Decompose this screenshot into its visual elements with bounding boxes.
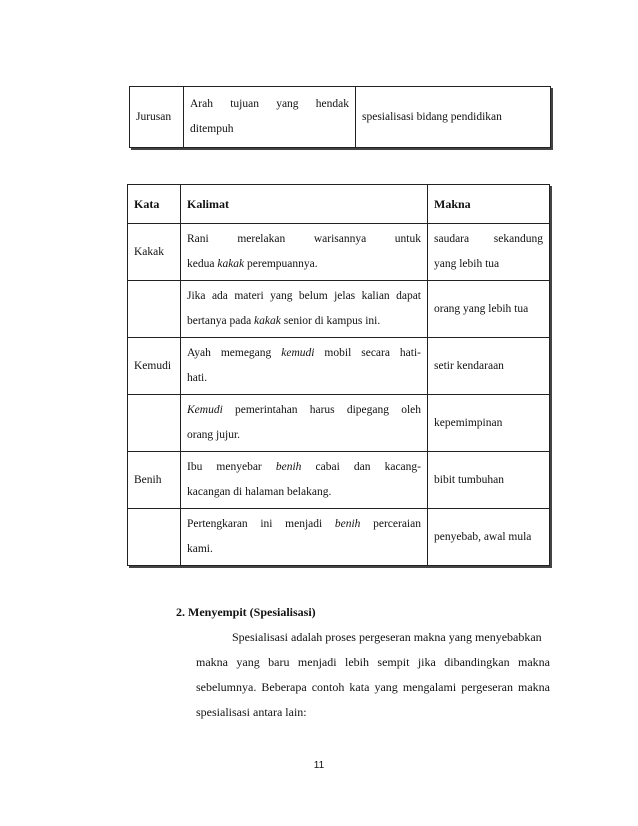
sentence-line	[187, 398, 421, 423]
term-cell: Jurusan	[130, 87, 184, 148]
italic-word: kakak	[217, 258, 245, 270]
table-row	[128, 224, 550, 281]
top-table	[129, 86, 551, 148]
text: pemerintahan harus dipegang oleh	[222, 404, 421, 416]
italic-word: benih	[334, 518, 361, 530]
section-heading: 2. Menyempit (Spesialisasi)	[176, 605, 316, 619]
sentence-line	[187, 341, 421, 366]
text: Ayah memegang	[187, 347, 282, 359]
italic-word: kemudi	[281, 347, 315, 359]
text: kedua	[187, 258, 218, 270]
italic-word: kakak	[254, 315, 281, 327]
sentence-line: Jika ada materi yang belum jelas kalian dapat	[187, 290, 421, 302]
sentence-cell	[181, 509, 428, 566]
text: mobil secara hati-	[314, 347, 421, 359]
sentence-cell	[181, 281, 428, 338]
table-header-row	[128, 185, 550, 224]
table-row	[128, 452, 550, 509]
table-row	[128, 395, 550, 452]
text: bertanya pada	[187, 315, 255, 327]
text: perempuannya.	[244, 258, 318, 270]
meaning-cell	[184, 87, 356, 148]
meaning-cell: setir kendaraan	[428, 338, 550, 395]
sentence-line	[187, 252, 421, 277]
specialized-cell: spesialisasi bidang pendidikan	[356, 87, 551, 148]
header-kalimat: Kalimat	[181, 185, 428, 224]
word-cell: Benih	[128, 452, 181, 509]
sentence-line: hati.	[187, 372, 208, 384]
meaning-cell: orang yang lebih tua	[428, 281, 550, 338]
sentence-cell	[181, 338, 428, 395]
meaning-line: yang lebih tua	[434, 258, 500, 270]
meaning-line: Arah tujuan yang hendak	[190, 98, 349, 110]
sentence-line	[187, 309, 421, 334]
section-menyempit	[176, 600, 550, 725]
header-makna: Makna	[428, 185, 550, 224]
meaning-cell: kepemimpinan	[428, 395, 550, 452]
word-cell: Kakak	[128, 224, 181, 281]
text: perceraian	[360, 518, 421, 530]
paragraph-line: sebelumnya. Beberapa contoh kata yang mengalami pergeseran makna	[196, 680, 550, 694]
sentence-line: kami.	[187, 543, 213, 555]
table-row	[128, 338, 550, 395]
meaning-cell: bibit tumbuhan	[428, 452, 550, 509]
text: cabai dan kacang-	[301, 461, 421, 473]
page-number: 11	[313, 760, 325, 771]
section-paragraph	[196, 625, 550, 725]
main-table	[127, 184, 550, 566]
text: Ibu menyebar	[187, 461, 276, 473]
table-row	[130, 87, 551, 148]
paragraph-line: Spesialisasi adalah proses pergeseran makna yang menyebabkan	[232, 630, 542, 644]
text: Pertengkaran ini menjadi	[187, 518, 335, 530]
sentence-cell	[181, 224, 428, 281]
sentence-line	[187, 512, 421, 537]
meaning-line: saudara sekandung	[434, 233, 543, 245]
word-cell: Kemudi	[128, 338, 181, 395]
text: senior di kampus ini.	[280, 315, 381, 327]
paragraph-line: spesialisasi antara lain:	[196, 705, 307, 719]
paragraph-line: makna yang baru menjadi lebih sempit jika dibandingkan makna	[196, 655, 550, 669]
sentence-cell	[181, 452, 428, 509]
italic-word: Kemudi	[187, 404, 223, 416]
sentence-line: orang jujur.	[187, 429, 241, 441]
meaning-cell: penyebab, awal mula	[428, 509, 550, 566]
meaning-cell	[428, 224, 550, 281]
sentence-line	[187, 455, 421, 480]
italic-word: benih	[275, 461, 302, 473]
sentence-line: Rani merelakan warisannya untuk	[187, 233, 421, 245]
header-kata: Kata	[128, 185, 181, 224]
word-cell	[128, 509, 181, 566]
meaning-line: ditempuh	[190, 123, 234, 135]
table-row	[128, 281, 550, 338]
word-cell	[128, 281, 181, 338]
table-row	[128, 509, 550, 566]
sentence-cell	[181, 395, 428, 452]
sentence-line: kacangan di halaman belakang.	[187, 486, 332, 498]
word-cell	[128, 395, 181, 452]
